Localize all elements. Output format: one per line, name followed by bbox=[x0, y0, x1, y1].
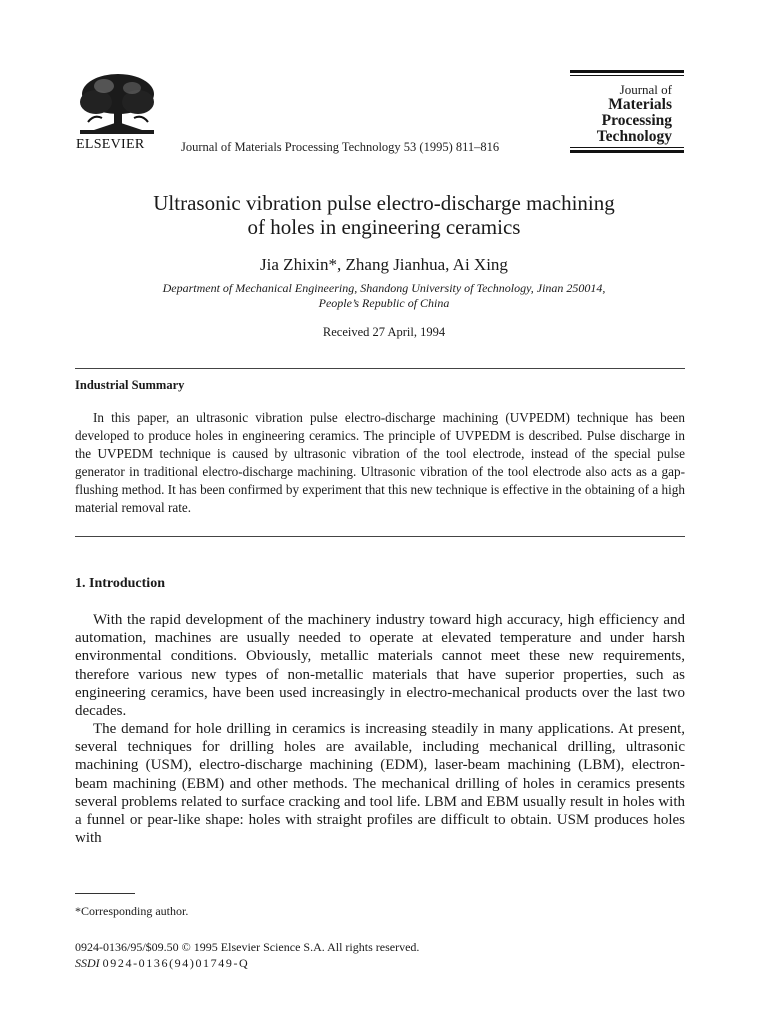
author-list: Jia Zhixin*, Zhang Jianhua, Ai Xing bbox=[260, 255, 508, 274]
summary-text: In this paper, an ultrasonic vibration pulse electro-discharge machining (UVPEDM) technique has been developed to produce holes in engineering ceramics. The principle of UVPEDM is described. Pulse discharge in the UVPEDM technique is caused by ultrasonic vibration of the tool electrode, instead of the special pulse generator in traditional electro-discharge machining. Ultrasonic vibration of the tool electrode also acts as a gap-flushing method. It has been confirmed by experiment that this new technique is effective in the obtaining of a high material removal rate. bbox=[75, 410, 685, 515]
journal-box-line4: Technology bbox=[596, 128, 672, 145]
journal-citation: Journal of Materials Processing Technology 53 (1995) 811–816 bbox=[181, 140, 500, 154]
ssdi-line bbox=[75, 956, 249, 971]
journal-box-rule bbox=[570, 75, 684, 76]
article-title-line1: Ultrasonic vibration pulse electro-discharge machining bbox=[153, 191, 615, 215]
journal-title-box bbox=[570, 70, 684, 153]
intro-paragraph-1: With the rapid development of the machinery industry toward high accuracy, high efficiency and automation, machines are usually needed to operate at elevated temperature and under harsh environmental conditions. Obviously, metallic materials cannot meet these new requirements, therefore various new types of non-metallic materials that have superior properties, such as engineering ceramics, have been used increasingly in electro-mechanical products over the last two decades. bbox=[75, 612, 685, 720]
received-date: Received 27 April, 1994 bbox=[322, 325, 446, 339]
footnote-corresponding-author: *Corresponding author. bbox=[75, 904, 189, 918]
section-heading-introduction: 1. Introduction bbox=[75, 576, 165, 591]
affiliation-line2: People’s Republic of China bbox=[318, 296, 450, 310]
journal-box-line3: Processing bbox=[601, 112, 672, 129]
elsevier-tree-logo bbox=[74, 72, 160, 138]
journal-box-rule bbox=[570, 147, 684, 148]
summary-top-rule bbox=[75, 368, 685, 369]
affiliation-line1: Department of Mechanical Engineering, Shandong University of Technology, Jinan 250014, bbox=[162, 281, 606, 295]
copyright-line: 0924-0136/95/$09.50 © 1995 Elsevier Science S.A. All rights reserved. bbox=[75, 940, 420, 954]
article-title-line2: of holes in engineering ceramics bbox=[247, 215, 521, 239]
ssdi-code: 0924-0136(94)01749-Q bbox=[102, 956, 250, 970]
journal-box-line1: Journal of bbox=[619, 82, 672, 97]
intro-paragraph-2: The demand for hole drilling in ceramics is increasing steadily in many applications. At present, several techniques for drilling holes are available, including mechanical drilling, ultrasonic machining (USM), electro-discharge machining (EDM), laser-beam machining (LBM), electron-beam machining (EBM) and other methods. The mechanical drilling of holes in ceramics presents several problems related to surface cracking and tool life. LBM and EBM usually result in holes with a funnel or pear-like shape: holes with straight profiles are difficult to obtain. USM produces holes with bbox=[75, 721, 685, 847]
journal-box-line2: Materials bbox=[608, 96, 672, 113]
footnote-rule bbox=[75, 893, 135, 894]
journal-box-rule bbox=[570, 70, 684, 73]
summary-heading: Industrial Summary bbox=[75, 378, 185, 392]
summary-bottom-rule bbox=[75, 536, 685, 537]
journal-box-rule bbox=[570, 150, 684, 153]
publisher-name: ELSEVIER bbox=[76, 137, 145, 152]
ssdi-label: SSDI bbox=[75, 956, 100, 970]
